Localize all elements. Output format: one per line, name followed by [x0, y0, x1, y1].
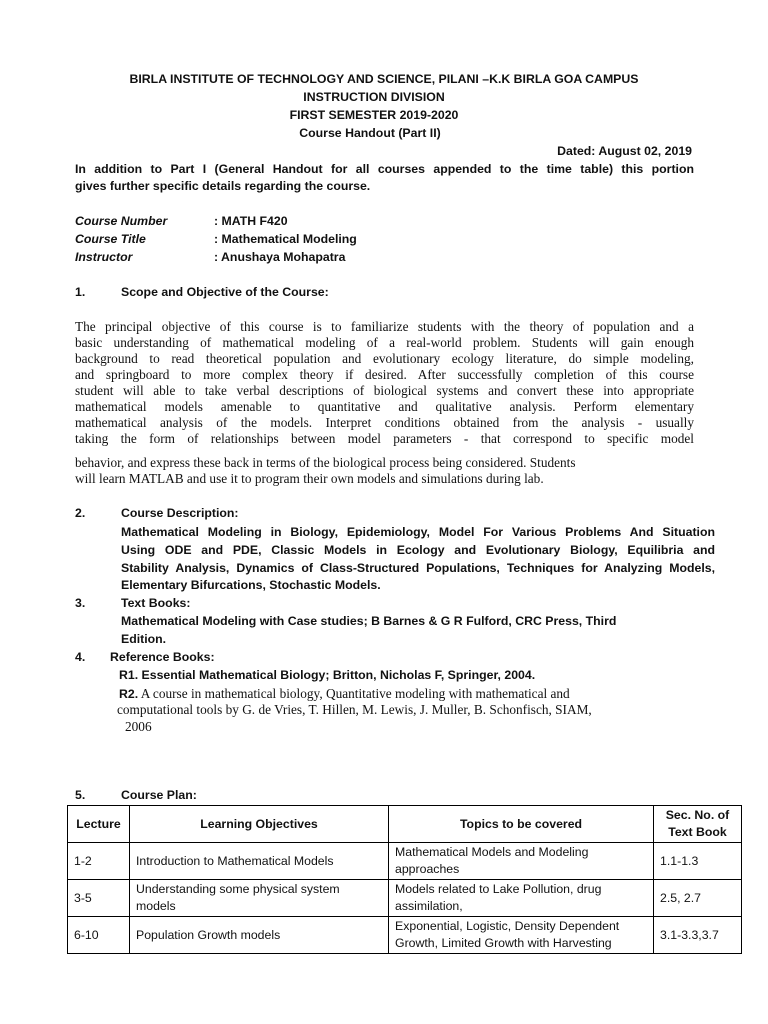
- objective-line: mathematical models amenable to quantitative and qualitative analysis. Perform elementary: [75, 399, 694, 414]
- cell-topics: Models related to Lake Pollution, drug assimilation,: [389, 880, 654, 917]
- intro-line: gives further specific details regarding the course.: [75, 179, 371, 193]
- course-number-value: : MATH F420: [214, 214, 288, 228]
- objective-line: taking the form of relationships between model parameters - that correspond to specific model: [75, 431, 694, 446]
- cell-sec: 3.1-3.3,3.7: [654, 917, 742, 954]
- section5-title: Course Plan:: [121, 788, 197, 802]
- cell-lecture: 6-10: [68, 917, 130, 954]
- header-section-number: [654, 806, 742, 843]
- course-title-label: Course Title: [75, 232, 146, 246]
- objective-line: background to read theoretical population and evolutionary ecology literature, do simple modeling,: [75, 351, 694, 366]
- objective-line: The principal objective of this course is to familiarize students with the theory of population and a: [75, 319, 694, 334]
- reference-r1: R1. Essential Mathematical Biology; Britton, Nicholas F, Springer, 2004.: [119, 668, 536, 682]
- division-title: INSTRUCTION DIVISION: [303, 90, 445, 104]
- semester-title: FIRST SEMESTER 2019-2020: [289, 108, 459, 122]
- table-header-row: [68, 806, 742, 843]
- instructor-row: [75, 248, 345, 266]
- course-number-label: Course Number: [75, 214, 168, 228]
- cell-topics: Exponential, Logistic, Density Dependent Growth, Limited Growth with Harvesting: [389, 917, 654, 954]
- header-lecture: Lecture: [68, 806, 130, 843]
- cell-sec: 2.5, 2.7: [654, 880, 742, 917]
- instructor-label: Instructor: [75, 250, 133, 264]
- course-plan-table: [67, 805, 742, 954]
- textbook-line: Edition.: [121, 632, 167, 646]
- intro-paragraph: [75, 161, 694, 177]
- table-row: [68, 843, 742, 880]
- cell-sec: 1.1-1.3: [654, 843, 742, 880]
- course-number-row: [75, 212, 288, 230]
- reference-r2-text: A course in mathematical biology, Quantitative modeling with mathematical and: [138, 686, 570, 701]
- objective-line: basic understanding of mathematical modeling of a real-world problem. Students will gain enough: [75, 335, 694, 350]
- cell-objective: Introduction to Mathematical Models: [130, 843, 389, 880]
- header-topics: Topics to be covered: [389, 806, 654, 843]
- description-line: Elementary Bifurcations, Stochastic Models.: [121, 578, 381, 592]
- institute-title: BIRLA INSTITUTE OF TECHNOLOGY AND SCIENCE, PILANI –K.K BIRLA GOA CAMPUS: [129, 72, 639, 86]
- header-objectives: Learning Objectives: [130, 806, 389, 843]
- reference-r2-prefix: R2.: [119, 687, 139, 701]
- dated-line: Dated: August 02, 2019: [557, 144, 692, 158]
- section5-number: 5.: [75, 788, 86, 802]
- course-title-row: [75, 230, 357, 248]
- objective-line: student will able to take verbal descriptions of biological systems and convert these into appropriate: [75, 383, 694, 398]
- cell-objective: Population Growth models: [130, 917, 389, 954]
- header-sec-line2: Text Book: [668, 825, 727, 839]
- description-line: Mathematical Modeling in Biology, Epidemiology, Model For Various Problems And Situation: [121, 525, 715, 539]
- section1-number: 1.: [75, 285, 86, 299]
- description-line: Stability Analysis, Dynamics of Class-Structured Populations, Techniques for Analyzing Models,: [121, 561, 715, 575]
- instructor-value: : Anushaya Mohapatra: [214, 250, 346, 264]
- description-line: Using ODE and PDE, Classic Models in Ecology and Evolutionary Biology, Equilibria and: [121, 543, 715, 557]
- cell-objective: Understanding some physical system models: [130, 880, 389, 917]
- section3-title: Text Books:: [121, 596, 191, 610]
- cell-lecture: 3-5: [68, 880, 130, 917]
- table-row: [68, 917, 742, 954]
- course-title-value: : Mathematical Modeling: [214, 232, 357, 246]
- header-sec-line1: Sec. No. of: [665, 808, 730, 822]
- section2-number: 2.: [75, 506, 86, 520]
- objective-line: will learn MATLAB and use it to program their own models and simulations during lab.: [75, 471, 544, 486]
- objective-line: and springboard to more complex theory if desired. After successfully completion of this course: [75, 367, 694, 382]
- table-row: [68, 880, 742, 917]
- textbook-line: Mathematical Modeling with Case studies; B Barnes & G R Fulford, CRC Press, Third: [121, 614, 617, 628]
- section1-title: Scope and Objective of the Course:: [121, 285, 329, 299]
- objective-line: mathematical analysis of the models. Interpret conditions obtained from the analysis - usually: [75, 415, 694, 430]
- cell-topics: Mathematical Models and Modeling approaches: [389, 843, 654, 880]
- handout-title: Course Handout (Part II): [299, 126, 441, 140]
- reference-r2-line: computational tools by G. de Vries, T. Hillen, M. Lewis, J. Muller, B. Schonfisch, SIAM,: [117, 702, 592, 717]
- section2-title: Course Description:: [121, 506, 239, 520]
- section4-title: Reference Books:: [110, 650, 215, 664]
- section4-number: 4.: [75, 650, 86, 664]
- objective-line: behavior, and express these back in terms of the biological process being considered. Students: [75, 455, 576, 470]
- reference-r2: [119, 685, 570, 703]
- reference-r2-year: 2006: [125, 719, 152, 734]
- section3-number: 3.: [75, 596, 86, 610]
- intro-line: In addition to Part I (General Handout for all courses appended to the time table) this portion: [75, 162, 694, 176]
- cell-lecture: 1-2: [68, 843, 130, 880]
